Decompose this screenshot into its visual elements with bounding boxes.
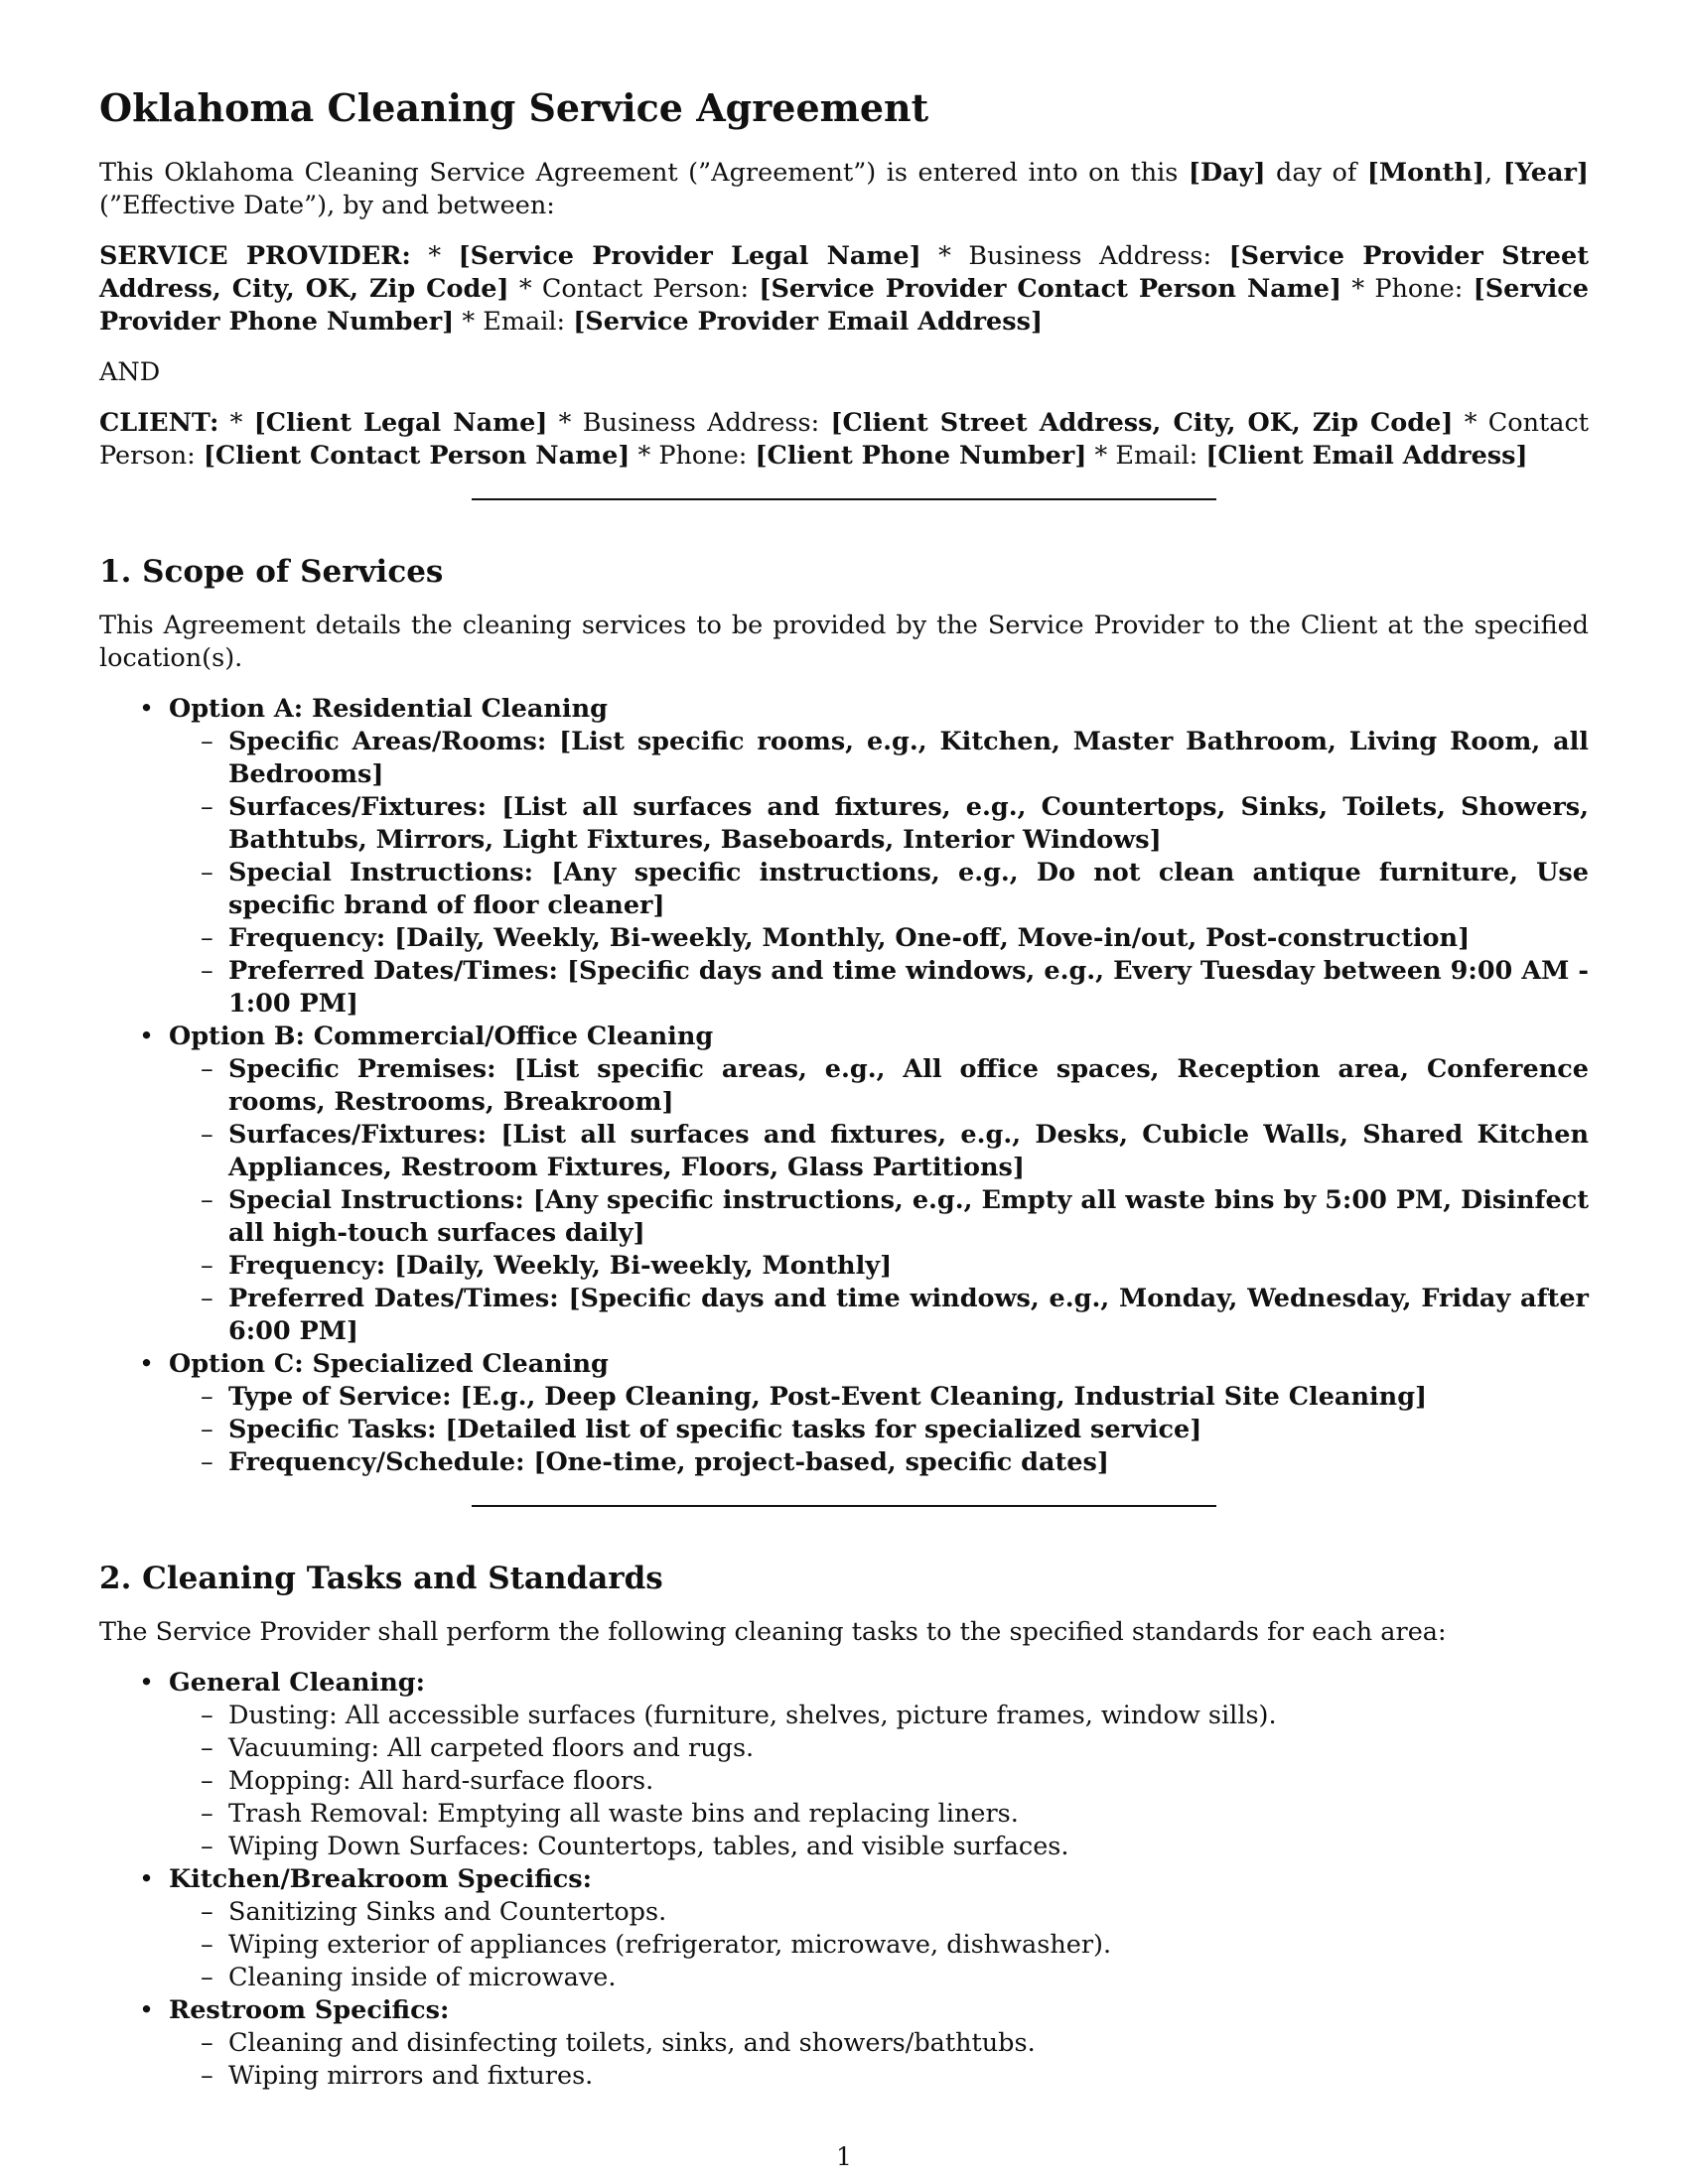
client-block — [99, 407, 1589, 473]
option-item-text: Frequency: [Daily, Weekly, Bi-weekly, Monthly, One-off, Move-in/out, Post-construction] — [228, 923, 1471, 953]
list-item: – Mopping: All hard-surface floors. — [169, 1765, 1589, 1798]
option-title: Option B: Commercial/Office Cleaning — [169, 1022, 714, 1051]
page-number: 1 — [836, 2142, 852, 2171]
list-item — [99, 1348, 1589, 1479]
provider-label: SERVICE PROVIDER: — [99, 241, 411, 271]
horizontal-rule — [472, 498, 1216, 500]
list-item: – Trash Removal: Emptying all waste bins and replacing liners. — [169, 1798, 1589, 1831]
list-item: – Cleaning and disinfecting toilets, sinks, and showers/bathtubs. — [169, 2027, 1589, 2060]
intro-text: (”Effective Date”), by and between: — [99, 191, 555, 220]
task-items — [169, 2027, 1589, 2093]
horizontal-rule — [472, 1505, 1216, 1507]
day-field: [Day] — [1188, 158, 1266, 188]
list-item — [169, 726, 1589, 791]
list-item — [169, 1184, 1589, 1250]
list-item — [169, 1446, 1589, 1479]
list-item — [169, 791, 1589, 857]
option-item-text: Surfaces/Fixtures: [List all surfaces and fixtures, e.g., Desks, Cubicle Walls, Shared Kitchen Appliances, Restroom Fixtures, Floors, Glass Partitions] — [228, 1120, 1589, 1182]
service-provider-block — [99, 240, 1589, 339]
list-item — [99, 1994, 1589, 2093]
option-item-text: Specific Tasks: [Detailed list of specific tasks for specialized service] — [228, 1415, 1202, 1444]
option-title: Option C: Specialized Cleaning — [169, 1349, 609, 1379]
list-item — [169, 1381, 1589, 1414]
document-page — [99, 85, 1589, 2118]
client-address: [Client Street Address, City, OK, Zip Code] — [830, 408, 1454, 438]
client-text: * Business Address: — [547, 408, 831, 438]
intro-text: This Oklahoma Cleaning Service Agreement (”Agreement”) is entered into on this — [99, 158, 1189, 188]
provider-text: * — [410, 241, 459, 271]
list-item: – Vacuuming: All carpeted floors and rugs. — [169, 1732, 1589, 1765]
provider-phone: [Service Provider Phone Number] — [99, 274, 1590, 337]
client-contact: [Client Contact Person Name] — [203, 441, 631, 471]
client-label: CLIENT: — [99, 408, 219, 438]
list-item: – Wiping exterior of appliances (refrigerator, microwave, dishwasher). — [169, 1929, 1589, 1962]
provider-legal-name: [Service Provider Legal Name] — [458, 241, 921, 271]
provider-contact: [Service Provider Contact Person Name] — [759, 274, 1342, 304]
list-item — [99, 693, 1589, 1021]
page-title: Oklahoma Cleaning Service Agreement — [99, 85, 929, 130]
list-item — [169, 1119, 1589, 1184]
provider-text: * Contact Person: — [508, 274, 760, 304]
list-item — [99, 1021, 1589, 1348]
option-item-text: Frequency: [Daily, Weekly, Bi-weekly, Monthly] — [228, 1251, 893, 1281]
task-group-title: Restroom Specifics: — [169, 1995, 450, 2025]
intro-text: day of — [1265, 158, 1367, 188]
list-item — [169, 955, 1589, 1021]
section-2-heading: 2. Cleaning Tasks and Standards — [99, 1561, 663, 1596]
provider-text: * Phone: — [1341, 274, 1474, 304]
option-items — [169, 1381, 1589, 1479]
option-item-text: Specific Areas/Rooms: [List specific rooms, e.g., Kitchen, Master Bathroom, Living Room, all Bedrooms] — [228, 727, 1589, 789]
year-field: [Year] — [1502, 158, 1589, 188]
option-item-text: Special Instructions: [Any specific instructions, e.g., Empty all waste bins by 5:00 PM, Disinfect all high-touch surfaces daily] — [228, 1185, 1589, 1248]
provider-email: [Service Provider Email Address] — [573, 307, 1044, 337]
option-items — [169, 726, 1589, 1021]
list-item — [169, 922, 1589, 955]
client-text: * Phone: — [630, 441, 756, 471]
task-group-title: General Cleaning: — [169, 1668, 426, 1698]
scope-options-list — [99, 693, 1589, 1479]
option-item-text: Surfaces/Fixtures: [List all surfaces and fixtures, e.g., Countertops, Sinks, Toilets, Showers, Bathtubs, Mirrors, Light Fixtures, Baseboards, Interior Windows] — [228, 792, 1589, 855]
option-item-text: Type of Service: [E.g., Deep Cleaning, Post-Event Cleaning, Industrial Site Cleaning] — [228, 1382, 1428, 1412]
list-item: – Sanitizing Sinks and Countertops. — [169, 1896, 1589, 1929]
task-group-title: Kitchen/Breakroom Specifics: — [169, 1864, 593, 1894]
option-items — [169, 1053, 1589, 1348]
and-separator: AND — [99, 357, 161, 387]
option-item-text: Frequency/Schedule: [One-time, project-based, specific dates] — [228, 1447, 1109, 1477]
provider-address: [Service Provider Street Address, City, OK, Zip Code] — [99, 241, 1589, 304]
list-item — [169, 857, 1589, 922]
provider-text: * Email: — [454, 307, 574, 337]
task-items — [169, 1700, 1589, 1863]
section-1-intro: This Agreement details the cleaning services to be provided by the Service Provider to the Client at the specified location(s). — [99, 611, 1589, 673]
client-email: [Client Email Address] — [1205, 441, 1528, 471]
task-items — [169, 1896, 1589, 1994]
list-item: – Cleaning inside of microwave. — [169, 1962, 1589, 1994]
list-item: – Wiping Down Surfaces: Countertops, tables, and visible surfaces. — [169, 1831, 1589, 1863]
section-2-intro: The Service Provider shall perform the following cleaning tasks to the specified standards for each area: — [99, 1617, 1447, 1647]
section-1-heading: 1. Scope of Services — [99, 554, 444, 590]
intro-text: , — [1484, 158, 1503, 188]
client-text: * Contact Person: — [99, 408, 1590, 471]
tasks-list — [99, 1667, 1589, 2093]
option-item-text: Special Instructions: [Any specific instructions, e.g., Do not clean antique furniture, Use specific brand of floor cleaner] — [228, 858, 1589, 920]
list-item — [169, 1414, 1589, 1446]
option-title: Option A: Residential Cleaning — [169, 694, 608, 724]
list-item: – Dusting: All accessible surfaces (furniture, shelves, picture frames, window sills). — [169, 1700, 1589, 1732]
list-item — [169, 1053, 1589, 1119]
client-text: * Email: — [1086, 441, 1206, 471]
list-item — [169, 1250, 1589, 1283]
client-phone: [Client Phone Number] — [755, 441, 1087, 471]
month-field: [Month] — [1366, 158, 1485, 188]
client-text: * — [218, 408, 254, 438]
option-item-text: Preferred Dates/Times: [Specific days and time windows, e.g., Every Tuesday between 9:00 AM - 1:00 PM] — [228, 956, 1589, 1019]
list-item — [99, 1863, 1589, 1994]
list-item — [169, 1283, 1589, 1348]
list-item: – Wiping mirrors and fixtures. — [169, 2060, 1589, 2093]
client-legal-name: [Client Legal Name] — [253, 408, 548, 438]
option-item-text: Preferred Dates/Times: [Specific days and time windows, e.g., Monday, Wednesday, Friday after 6:00 PM] — [228, 1284, 1589, 1346]
intro-paragraph — [99, 157, 1589, 222]
option-item-text: Specific Premises: [List specific areas, e.g., All office spaces, Reception area, Conference rooms, Restrooms, Breakroom] — [228, 1054, 1589, 1117]
list-item — [99, 1667, 1589, 1863]
provider-text: * Business Address: — [920, 241, 1229, 271]
